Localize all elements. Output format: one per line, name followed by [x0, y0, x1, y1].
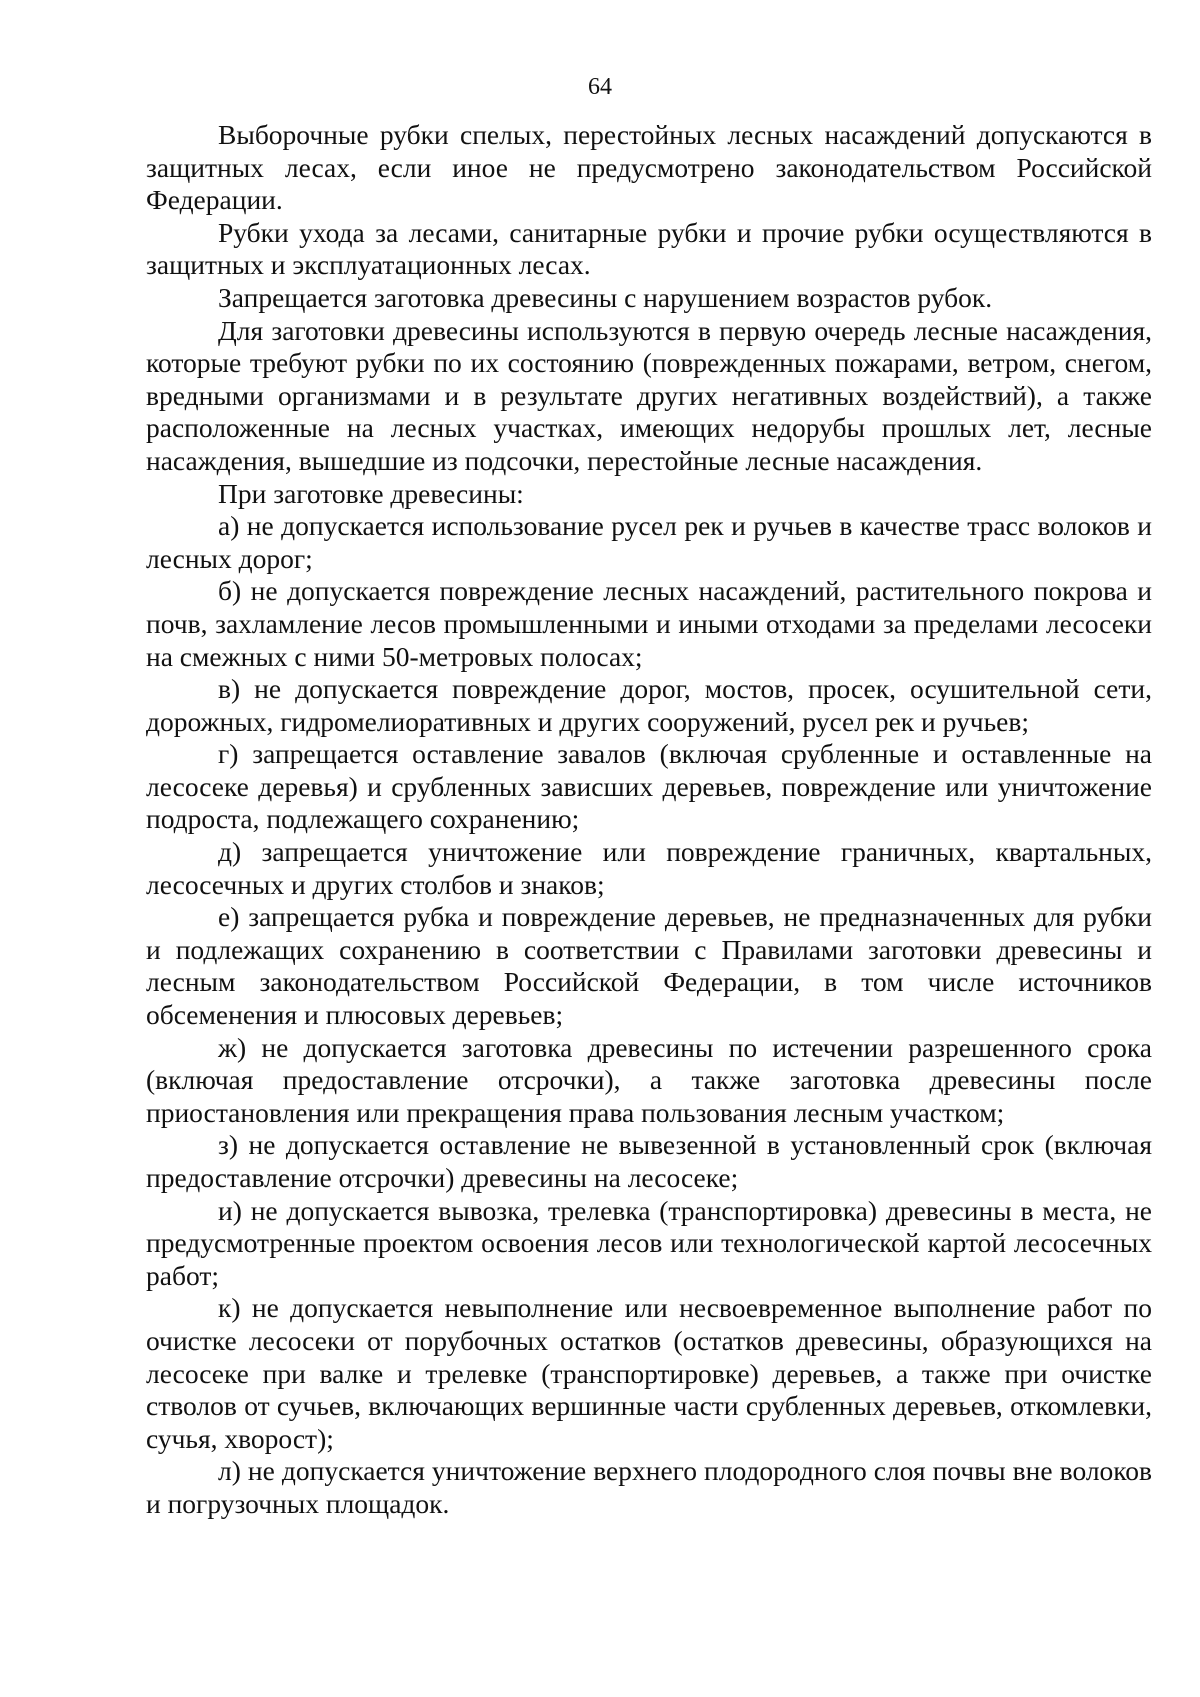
paragraph-priority-stands: Для заготовки древесины используются в первую очередь лесные насаждения, которые требуют рубки по их состоянию (поврежденных пожарами, ветром, снегом, вредными организмами и в результате других негативных воздействий), а также расположенные на лесных участках, имеющих недорубы прошлых лет, лесные насаждения, вышедшие из подсочки, перестойные лесные насаждения.	[146, 314, 1152, 476]
paragraph-age-restriction: Запрещается заготовка древесины с нарушением возрастов рубок.	[218, 281, 993, 313]
list-item-v: в) не допускается повреждение дорог, мостов, просек, осушительной сети, дорожных, гидромелиоративных и других сооружений, русел рек и ручьев;	[146, 673, 1152, 737]
list-item-z: з) не допускается оставление не вывезенной в установленный срок (включая предоставление отсрочки) древесины на лесосеке;	[146, 1129, 1152, 1193]
list-item-k: к) не допускается невыполнение или несвоевременное выполнение работ по очистке лесосеки от порубочных остатков (остатков древесины, образующихся на лесосеке при валке и трелевке (транспортировке) деревьев, а также при очистке стволов от сучьев, включающих вершинные части срубленных деревьев, откомлевки, сучья, хворост);	[146, 1292, 1152, 1454]
list-item-d: д) запрещается уничтожение или повреждение граничных, квартальных, лесосечных и других столбов и знаков;	[146, 836, 1152, 900]
paragraph-selective-felling: Выборочные рубки спелых, перестойных лесных насаждений допускаются в защитных лесах, если иное не предусмотрено законодательством Российской Федерации.	[146, 119, 1152, 216]
list-item-i: и) не допускается вывозка, трелевка (транспортировка) древесины в места, не предусмотренные проектом освоения лесов или технологической картой лесосечных работ;	[146, 1194, 1152, 1291]
paragraph-list-intro: При заготовке древесины:	[218, 477, 524, 509]
page-number: 64	[588, 74, 612, 100]
list-item-g: г) запрещается оставление завалов (включая срубленные и оставленные на лесосеке деревья) и срубленных зависших деревьев, повреждение или уничтожение подроста, подлежащего сохранению;	[146, 738, 1152, 835]
list-item-zh: ж) не допускается заготовка древесины по истечении разрешенного срока (включая предоставление отсрочки), а также заготовка древесины после приостановления или прекращения права пользования лесным участком;	[146, 1031, 1152, 1128]
document-body	[146, 119, 1152, 1521]
list-item-e: е) запрещается рубка и повреждение деревьев, не предназначенных для рубки и подлежащих сохранению в соответствии с Правилами заготовки древесины и лесным законодательством Российской Федерации, в том числе источников обсеменения и плюсовых деревьев;	[146, 901, 1152, 1031]
list-item-a: а) не допускается использование русел рек и ручьев в качестве трасс волоков и лесных дорог;	[146, 510, 1152, 574]
paragraph-care-felling: Рубки ухода за лесами, санитарные рубки и прочие рубки осуществляются в защитных и эксплуатационных лесах.	[146, 216, 1152, 281]
list-item-b: б) не допускается повреждение лесных насаждений, растительного покрова и почв, захламление лесов промышленными и иными отходами за пределами лесосеки на смежных с ними 50-метровых полосах;	[146, 575, 1152, 672]
list-item-l: л) не допускается уничтожение верхнего плодородного слоя почвы вне волоков и погрузочных площадок.	[146, 1455, 1152, 1519]
